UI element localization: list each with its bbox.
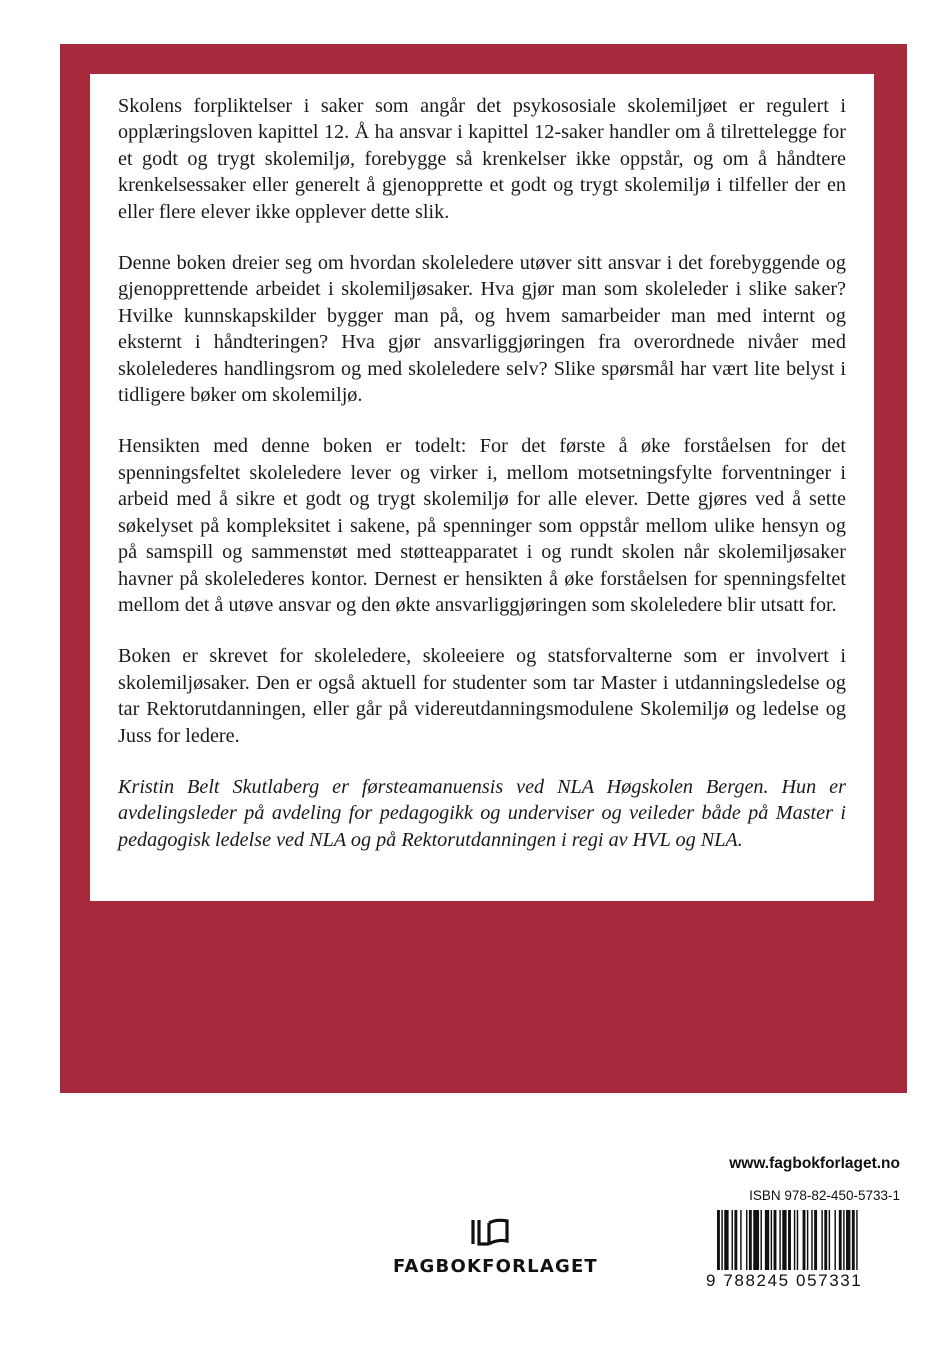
description-paragraph-4: Boken er skrevet for skoleledere, skoleeiere og statsforvalterne som er involvert i skolemiljøsaker. Den er også aktuell for studenter som tar Master i utdanningsledelse og tar Rektorutdanningen, eller går på videreutdanningsmodulene Skolemiljø og ledelse og Juss for ledere. (118, 645, 846, 747)
publisher-website: www.fagbokforlaget.no (729, 1155, 900, 1172)
isbn-number: ISBN 978-82-450-5733-1 (749, 1188, 900, 1203)
book-logo-icon (470, 1217, 510, 1247)
back-cover-text-box (90, 74, 874, 901)
isbn-barcode (717, 1210, 899, 1270)
publisher-name: FAGBOKFORLAGET (393, 1256, 598, 1277)
description-paragraph-1: Skolens forpliktelser i saker som angår det psykososiale skolemiljøet er regulert i opplæringsloven kapittel 12. Å ha ansvar i kapittel 12-saker handler om å tilrettelegge for et godt og trygt skolemiljø, forebygge så krenkelser ikke oppstår, og om å håndtere krenkelsessaker eller generelt å gjenopprette et godt og trygt skolemiljø i tilfeller der en eller flere elever ikke opplever dette slik. (118, 95, 846, 223)
barcode-digits: 9 788245 057331 (706, 1271, 863, 1290)
description-paragraph-2: Denne boken dreier seg om hvordan skoleledere utøver sitt ansvar i det forebyggende og gjenopprettende arbeidet i skolemiljøsaker. Hva gjør man som skoleleder i slike saker? Hvilke kunnskapskilder bygger man på, og hvem samarbeider man med internt og eksternt i håndteringen? Hva gjør ansvarliggjøringen fra overordnede nivåer med skolelederes handlingsrom og med skoleledere selv? Slike spørsmål har vært lite belyst i tidligere bøker om skolemiljø. (118, 252, 846, 407)
description-paragraph-3: Hensikten med denne boken er todelt: For det første å øke forståelsen for det spenningsfeltet skoleledere lever og virker i, mellom motsetningsfylte forventninger i arbeid med å sikre et godt og trygt skolemiljø for alle elever. Dette gjøres ved å sette søkelyset på kompleksitet i sakene, på spenninger som oppstår mellom ulike hensyn og på samspill og sammenstøt med støtteapparatet i og rundt skolen når skolemiljøsaker havner på skolelederes kontor. Dernest er hensikten å øke forståelsen for spenningsfeltet mellom det å utøve ansvar og den økte ansvarliggjøringen som skoleledere blir utsatt for. (118, 435, 846, 616)
author-bio: Kristin Belt Skutlaberg er førsteamanuensis ved NLA Høgskolen Bergen. Hun er avdelingsleder på avdeling for pedagogikk og underviser og veileder både på Master i pedagogisk ledelse ved NLA og på Rektorutdanningen i regi av HVL og NLA. (118, 775, 846, 851)
